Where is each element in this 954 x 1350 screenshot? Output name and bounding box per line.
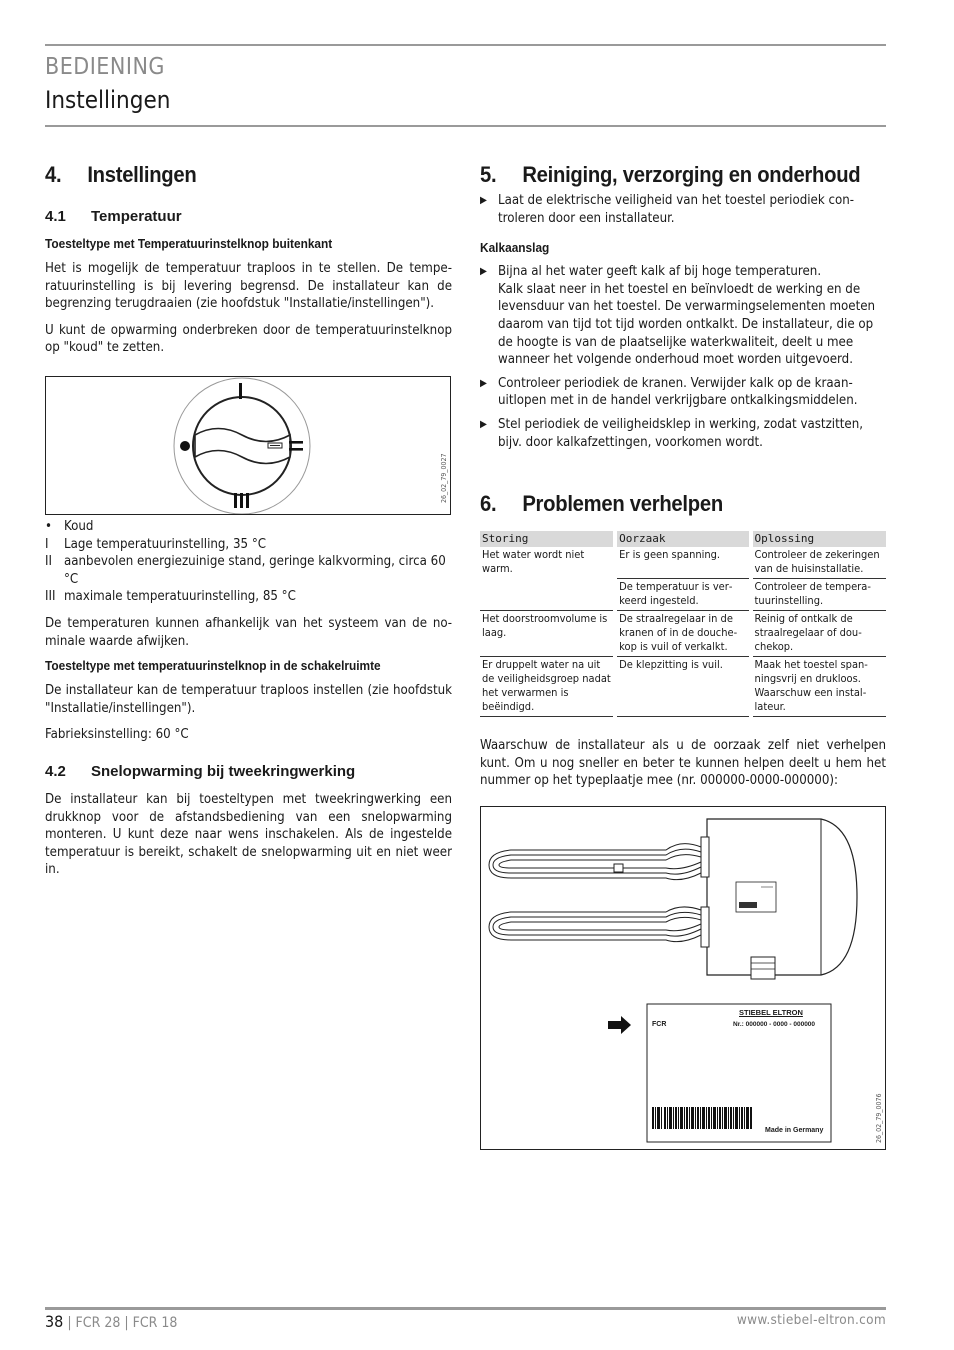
arrow-icon	[608, 1016, 631, 1034]
type1-heading: Toesteltype met Temperatuurinstelknop buitenkant	[45, 237, 333, 251]
section-6-heading: 6. Problemen verhelpen	[480, 491, 723, 516]
footer-url: www.stiebel-eltron.com	[736, 1312, 886, 1328]
section-5	[480, 162, 886, 451]
footer-models: | FCR 28 | FCR 18	[67, 1315, 178, 1331]
footer-left	[45, 1312, 177, 1331]
s5-bullet: ▶ Bijna al het water geeft kalk af bij hoge temperaturen. Kalk slaat neer in het toestel en beïnvloedt de werking en de levensduur van het toestel. De verwarmingselementen moeten daarom van tijd tot tijd worden ontkalkt. De installateur, die op de hoogte is van de plaatselijke waterkwaliteit, deelt u mee wanneer het volgende onderhoud moet worden uitgevoerd.	[480, 264, 876, 368]
section-6	[480, 491, 886, 517]
legend-item: • Koud	[45, 519, 94, 534]
section-4-1-heading: 4.1 Temperatuur	[45, 208, 182, 225]
s4-p3: De temperaturen kunnen afhankelijk van het systeem van de nominale waarde afwijken.	[45, 615, 452, 649]
s4-p2: U kunt de opwarming onderbreken door de temperatuurinstelknop op "koud" te zetten.	[45, 322, 452, 356]
problems-table	[480, 531, 886, 717]
figure-1-id: 26_02_79_0027	[440, 453, 448, 503]
figure-2-id: 26_02_79_0076	[875, 1093, 883, 1143]
legend-item: I Lage temperatuurinstelling, 35 °C	[45, 536, 267, 552]
plate-made-in: Made in Germany	[765, 1127, 824, 1134]
table-row: Er druppelt water na uit de veiligheidsgroep nadat het verwarmen is beëindigd. De klepzitting is vuil. Maak het toestel spanningsvrij en drukloos. Waarschuw een installateur.	[480, 657, 886, 717]
s5-bullet: ▶ Controleer periodiek de kranen. Verwijder kalk op de kraanuitlopen met in de handel verkrijgbare ontkalkingsmiddelen.	[480, 375, 858, 409]
s4-p1: Het is mogelijk de temperatuur traploos in te stellen. De temperatuurinstelling is bij levering begrensd. De installateur kan de begrenzing terugdraaien (zie hoofdstuk "Installatie/instellingen").	[45, 261, 452, 312]
legend-item: II aanbevolen energiezuinige stand, geringe kalkvorming, circa 60 °C	[45, 554, 446, 587]
section-4-2-heading: 4.2 Snelopwarming bij tweekringwerking	[45, 762, 356, 780]
figure-temperature-knob	[45, 376, 451, 515]
triangle-bullet-icon: ▶	[480, 418, 487, 430]
section-4-cont	[45, 518, 452, 879]
temperature-knob-drawing	[46, 377, 450, 514]
triangle-bullet-icon: ▶	[480, 195, 487, 206]
s4-p6: De installateur kan bij toesteltypen met tweekringwerking een drukknop voor de afstandsbediening van een snelopwarming monteren. U kunt deze naar wens inschakelen. Als de ingestelde temperatuur is bereikt, schakelt de snelopwarming uit en niet weer in.	[45, 791, 452, 878]
table-row: De temperatuur is verkeerd ingesteld. Controleer de temperatuurinstelling.	[480, 579, 886, 611]
figure-type-plate	[480, 806, 886, 1150]
section-label: BEDIENING	[45, 54, 165, 80]
footer-rule	[45, 1307, 886, 1310]
section-5-heading: 5. Reiniging, verzorging en onderhoud	[480, 162, 861, 187]
s4-p5: Fabrieksinstelling: 60 °C	[45, 727, 189, 743]
plate-brand: STIEBEL ELTRON	[739, 1008, 803, 1017]
header-bottom-rule	[45, 125, 886, 127]
s6-p1: Waarschuw de installateur als u de oorzaak zelf niet verhelpen kunt. Om u nog sneller en beter te kunnen helpen deelt u hem het nummer op het typeplaatje mee (nr. 000000-0000-000000):	[480, 738, 886, 789]
section-4	[45, 162, 452, 357]
triangle-bullet-icon: ▶	[480, 266, 487, 278]
s4-p4: De installateur kan de temperatuur traploos instellen (zie hoofdstuk "Installatie/instellingen").	[45, 683, 452, 716]
page-title: Instellingen	[45, 86, 171, 114]
device-drawing	[481, 807, 885, 1149]
legend	[45, 518, 452, 606]
s6-text	[480, 737, 886, 790]
kalk-heading: Kalkaanslag	[480, 241, 550, 256]
table-header-row: Storing Oorzaak Oplossing	[480, 531, 886, 547]
table-row: Het water wordt niet warm. Er is geen spanning. Controleer de zekeringen van de huisinstallatie.	[480, 547, 886, 579]
plate-model: FCR	[652, 1021, 667, 1028]
plate-number: Nr.: 000000 - 0000 - 000000	[733, 1021, 816, 1028]
type2-heading: Toesteltype met temperatuurinstelknop in de schakelruimte	[45, 659, 381, 674]
section-4-heading: 4. Instellingen	[45, 162, 197, 187]
s5-bullet: ▶ Laat de elektrische veiligheid van het toestel periodiek controleren door een installateur.	[480, 193, 855, 226]
triangle-bullet-icon: ▶	[480, 377, 487, 389]
header-top-rule	[45, 44, 886, 46]
page-number: 38	[45, 1312, 64, 1331]
legend-item: III maximale temperatuurinstelling, 85 °C	[45, 589, 296, 605]
s5-bullet: ▶ Stel periodiek de veiligheidsklep in werking, zodat vastzitten, bijv. door kalkafzettingen, voorkomen wordt.	[480, 416, 863, 450]
table-row: Het doorstroomvolume is laag. De straalregelaar in de kranen of in de douchekop is vuil of verkalkt. Reinig of ontkalk de straalregelaar of douchekop.	[480, 611, 886, 657]
